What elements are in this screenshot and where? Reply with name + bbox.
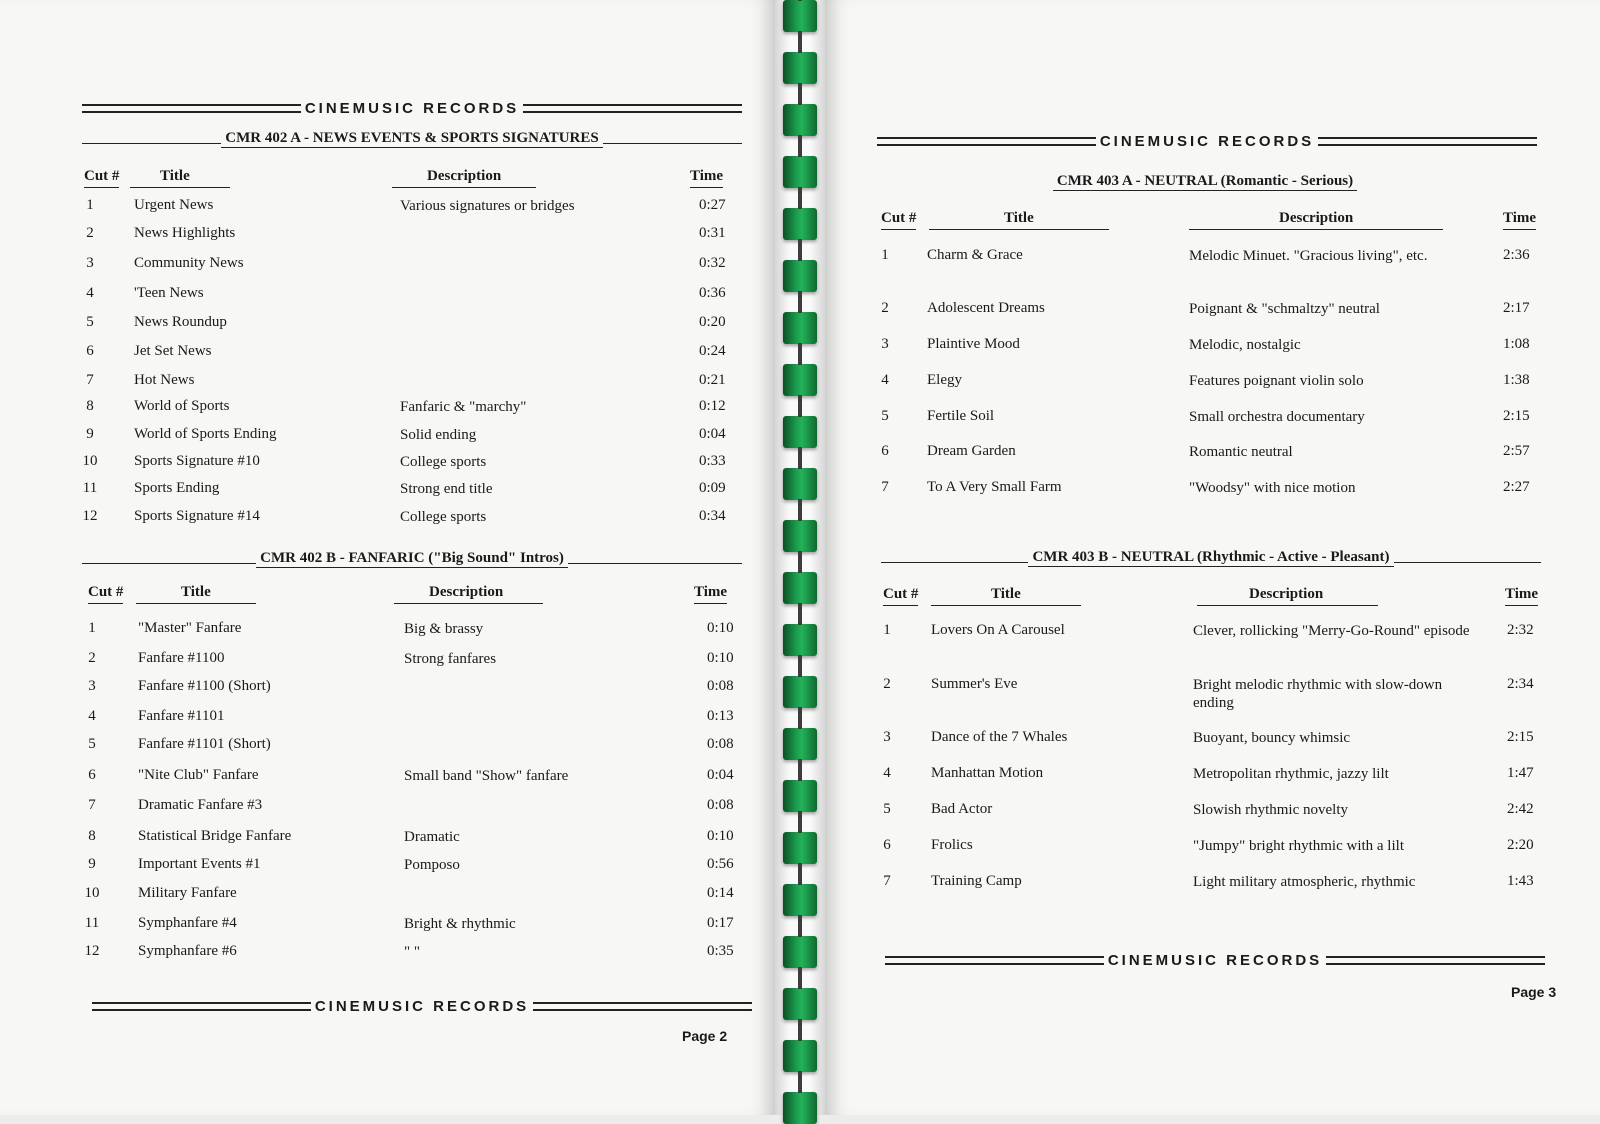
- track-title: Symphanfare #6: [138, 943, 237, 959]
- cut-number: 7: [86, 372, 94, 388]
- cut-number: 1: [86, 197, 94, 213]
- track-description: Big & brassy: [404, 621, 484, 637]
- header-time: Time: [1505, 586, 1538, 606]
- header-description: Description: [1197, 586, 1378, 606]
- track-description: Pomposo: [404, 857, 460, 873]
- cut-number: 8: [86, 398, 94, 414]
- header-cut: Cut #: [88, 584, 123, 604]
- track-row: [86, 885, 746, 915]
- cut-number: 7: [881, 479, 889, 495]
- track-time: 0:31: [699, 225, 726, 241]
- cut-number: 2: [88, 650, 96, 666]
- track-row: [86, 736, 746, 767]
- header-description: Description: [394, 584, 543, 604]
- track-time: 0:10: [707, 620, 734, 636]
- track-time: 2:27: [1503, 479, 1530, 495]
- track-description: " ": [404, 944, 420, 960]
- track-time: 0:33: [699, 453, 726, 469]
- track-title: Important Events #1: [138, 856, 261, 872]
- track-list: [86, 620, 746, 971]
- track-title: Summer's Eve: [931, 676, 1018, 692]
- track-row: [881, 676, 1541, 729]
- binding-coil: [783, 884, 817, 916]
- track-row: [881, 837, 1541, 873]
- track-list: [881, 622, 1541, 913]
- track-row: [82, 285, 742, 314]
- track-description: Melodic Minuet. "Gracious living", etc.: [1189, 248, 1428, 264]
- brand-label: CINEMUSIC RECORDS: [304, 100, 520, 117]
- binding-coil: [783, 208, 817, 240]
- cut-number: 6: [88, 767, 96, 783]
- track-row: [881, 765, 1541, 801]
- cut-number: 1: [88, 620, 96, 636]
- cut-number: 2: [86, 225, 94, 241]
- track-title: Charm & Grace: [927, 247, 1023, 263]
- binding-coil: [783, 676, 817, 708]
- cut-number: 4: [883, 765, 891, 781]
- track-row: [86, 915, 746, 943]
- track-list: [877, 247, 1537, 515]
- binding-coil: [783, 988, 817, 1020]
- track-description: "Woodsy" with nice motion: [1189, 480, 1356, 496]
- track-time: 0:12: [699, 398, 726, 414]
- cut-number: 3: [881, 336, 889, 352]
- cut-number: 10: [84, 885, 100, 901]
- cut-number: 3: [88, 678, 96, 694]
- section-title: [82, 550, 742, 568]
- track-time: 0:04: [699, 426, 726, 442]
- track-description: Strong end title: [400, 481, 493, 497]
- track-row: [82, 255, 742, 285]
- track-time: 2:42: [1507, 801, 1534, 817]
- track-time: 0:36: [699, 285, 726, 301]
- binding-coil: [783, 624, 817, 656]
- cut-number: 9: [86, 426, 94, 442]
- track-row: [82, 453, 742, 480]
- track-row: [86, 767, 746, 797]
- cut-number: 2: [883, 676, 891, 692]
- track-time: 2:20: [1507, 837, 1534, 853]
- track-row: [82, 314, 742, 343]
- track-time: 0:24: [699, 343, 726, 359]
- track-title: Plaintive Mood: [927, 336, 1020, 352]
- track-title: Manhattan Motion: [931, 765, 1044, 781]
- track-title: Dance of the 7 Whales: [931, 729, 1068, 745]
- track-row: [82, 508, 742, 536]
- track-time: 1:43: [1507, 873, 1534, 889]
- track-row: [86, 678, 746, 708]
- binding-coil: [783, 468, 817, 500]
- cut-number: 12: [82, 508, 98, 524]
- binding-coil: [783, 52, 817, 84]
- track-title: Fanfare #1100: [138, 650, 225, 666]
- track-time: 0:13: [707, 708, 734, 724]
- track-description: Buoyant, bouncy whimsic: [1193, 730, 1351, 746]
- header-description: Description: [392, 168, 536, 188]
- track-row: [877, 408, 1537, 443]
- track-row: [86, 708, 746, 736]
- cut-number: 3: [883, 729, 891, 745]
- left-page: [0, 0, 775, 1115]
- track-time: 0:20: [699, 314, 726, 330]
- track-title: Frolics: [931, 837, 973, 853]
- cut-number: 5: [86, 314, 94, 330]
- binding-coil: [783, 416, 817, 448]
- track-title: Jet Set News: [134, 343, 212, 359]
- track-description: Melodic, nostalgic: [1189, 337, 1301, 353]
- track-title: Training Camp: [931, 873, 1022, 889]
- section-title-text: CMR 403 A - NEUTRAL (Romantic - Serious): [1053, 173, 1357, 191]
- section-title: [875, 173, 1535, 191]
- track-title: Adolescent Dreams: [927, 300, 1045, 316]
- track-time: 0:17: [707, 915, 734, 931]
- track-description: Various signatures or bridges: [400, 198, 575, 214]
- track-row: [86, 828, 746, 856]
- section-title-text: CMR 402 B - FANFARIC ("Big Sound" Intros): [256, 550, 568, 568]
- track-title: Fanfare #1101 (Short): [138, 736, 271, 752]
- track-description: Slowish rhythmic novelty: [1193, 802, 1348, 818]
- track-title: Fertile Soil: [927, 408, 995, 424]
- binding-coil: [783, 0, 817, 32]
- track-row: [881, 873, 1541, 913]
- binding-coil: [783, 260, 817, 292]
- track-time: 2:15: [1507, 729, 1534, 745]
- track-description: "Jumpy" bright rhythmic with a lilt: [1193, 838, 1404, 854]
- track-time: 1:38: [1503, 372, 1530, 388]
- cut-number: 11: [84, 915, 100, 931]
- track-row: [82, 480, 742, 508]
- track-row: [877, 336, 1537, 372]
- track-time: 2:36: [1503, 247, 1530, 263]
- track-row: [82, 225, 742, 255]
- header-time: Time: [694, 584, 727, 604]
- track-title: World of Sports: [134, 398, 230, 414]
- track-title: World of Sports Ending: [134, 426, 277, 442]
- track-time: 0:21: [699, 372, 726, 388]
- footer-banner: [92, 998, 752, 1015]
- track-title: Sports Signature #14: [134, 508, 260, 524]
- track-description: Dramatic: [404, 829, 460, 845]
- binding-coil: [783, 312, 817, 344]
- track-time: 2:34: [1507, 676, 1534, 692]
- track-description: Bright & rhythmic: [404, 916, 516, 932]
- track-row: [82, 343, 742, 372]
- cut-number: 6: [883, 837, 891, 853]
- track-title: News Roundup: [134, 314, 227, 330]
- track-row: [86, 620, 746, 650]
- track-row: [877, 300, 1537, 336]
- track-time: 0:10: [707, 650, 734, 666]
- cut-number: 2: [881, 300, 889, 316]
- section-title-text: CMR 403 B - NEUTRAL (Rhythmic - Active - Pleasant): [1028, 549, 1393, 567]
- binding-coil: [783, 156, 817, 188]
- track-description: Poignant & "schmaltzy" neutral: [1189, 301, 1380, 317]
- header-title: Title: [136, 584, 256, 604]
- track-title: Dream Garden: [927, 443, 1016, 459]
- header-cut: Cut #: [84, 168, 119, 188]
- track-title: Symphanfare #4: [138, 915, 237, 931]
- header-cut: Cut #: [883, 586, 918, 606]
- binding-coil: [783, 728, 817, 760]
- section-title: [82, 130, 742, 148]
- track-description: Fanfaric & "marchy": [400, 399, 527, 415]
- track-row: [82, 197, 742, 225]
- header-time: Time: [690, 168, 723, 188]
- header-time: Time: [1503, 210, 1536, 230]
- cut-number: 4: [86, 285, 94, 301]
- track-row: [82, 398, 742, 426]
- track-time: 1:47: [1507, 765, 1534, 781]
- track-time: 2:57: [1503, 443, 1530, 459]
- track-row: [86, 650, 746, 678]
- track-title: Bad Actor: [931, 801, 993, 817]
- cut-number: 12: [84, 943, 100, 959]
- track-description: College sports: [400, 454, 487, 470]
- cut-number: 7: [88, 797, 96, 813]
- cut-number: 5: [883, 801, 891, 817]
- page-number: Page 2: [682, 1028, 728, 1044]
- track-time: 0:14: [707, 885, 734, 901]
- header-banner: [82, 100, 742, 117]
- header-description: Description: [1189, 210, 1443, 230]
- cut-number: 6: [881, 443, 889, 459]
- track-time: 0:35: [707, 943, 734, 959]
- track-row: [877, 479, 1537, 515]
- cut-number: 4: [881, 372, 889, 388]
- brand-label: CINEMUSIC RECORDS: [1107, 952, 1323, 969]
- track-title: Community News: [134, 255, 244, 271]
- track-description: Features poignant violin solo: [1189, 373, 1364, 389]
- track-title: Sports Signature #10: [134, 453, 260, 469]
- track-title: Military Fanfare: [138, 885, 237, 901]
- binding-coil: [783, 1092, 817, 1124]
- spiral-binding: [775, 0, 825, 1115]
- binding-coil: [783, 364, 817, 396]
- header-title: Title: [929, 210, 1109, 230]
- cut-number: 9: [88, 856, 96, 872]
- cut-number: 7: [883, 873, 891, 889]
- section-title-text: CMR 402 A - NEWS EVENTS & SPORTS SIGNATURES: [221, 130, 602, 148]
- track-time: 0:08: [707, 736, 734, 752]
- cut-number: 11: [82, 480, 98, 496]
- brand-label: CINEMUSIC RECORDS: [314, 998, 530, 1015]
- cut-number: 3: [86, 255, 94, 271]
- track-description: Solid ending: [400, 427, 477, 443]
- track-title: Dramatic Fanfare #3: [138, 797, 263, 813]
- track-description: College sports: [400, 509, 487, 525]
- binding-coil: [783, 936, 817, 968]
- track-row: [877, 372, 1537, 408]
- track-row: [881, 801, 1541, 837]
- track-time: 0:08: [707, 678, 734, 694]
- track-title: Elegy: [927, 372, 962, 388]
- header-cut: Cut #: [881, 210, 916, 230]
- header-title: Title: [931, 586, 1081, 606]
- cut-number: 4: [88, 708, 96, 724]
- track-time: 2:17: [1503, 300, 1530, 316]
- brand-label: CINEMUSIC RECORDS: [1099, 133, 1315, 150]
- track-title: Urgent News: [134, 197, 214, 213]
- track-description: Light military atmospheric, rhythmic: [1193, 874, 1416, 890]
- track-time: 2:15: [1503, 408, 1530, 424]
- track-row: [877, 443, 1537, 479]
- track-title: 'Teen News: [134, 285, 204, 301]
- cut-number: 8: [88, 828, 96, 844]
- cut-number: 5: [881, 408, 889, 424]
- track-row: [881, 729, 1541, 765]
- track-row: [877, 247, 1537, 300]
- track-title: "Master" Fanfare: [138, 620, 242, 636]
- track-title: News Highlights: [134, 225, 236, 241]
- section-title: [881, 549, 1541, 567]
- track-title: Fanfare #1101: [138, 708, 225, 724]
- track-time: 0:34: [699, 508, 726, 524]
- track-time: 0:56: [707, 856, 734, 872]
- track-time: 0:27: [699, 197, 726, 213]
- cut-number: 1: [881, 247, 889, 263]
- page-number: Page 3: [1511, 984, 1557, 1000]
- binding-coil: [783, 520, 817, 552]
- track-row: [82, 372, 742, 398]
- track-description: Strong fanfares: [404, 651, 497, 667]
- track-time: 0:32: [699, 255, 726, 271]
- track-time: 1:08: [1503, 336, 1530, 352]
- track-time: 0:08: [707, 797, 734, 813]
- track-time: 0:04: [707, 767, 734, 783]
- binding-coil: [783, 780, 817, 812]
- track-description: Bright melodic rhythmic with slow-down ending: [1193, 677, 1443, 711]
- track-description: Metropolitan rhythmic, jazzy lilt: [1193, 766, 1389, 782]
- track-title: Lovers On A Carousel: [931, 622, 1065, 638]
- track-time: 2:32: [1507, 622, 1534, 638]
- track-title: Fanfare #1100 (Short): [138, 678, 271, 694]
- binding-coil: [783, 1040, 817, 1072]
- header-banner: [877, 133, 1537, 150]
- right-page: [825, 0, 1600, 1115]
- track-description: Romantic neutral: [1189, 444, 1293, 460]
- cut-number: 10: [82, 453, 98, 469]
- track-description: Clever, rollicking "Merry-Go-Round" episode: [1193, 623, 1470, 639]
- track-title: Sports Ending: [134, 480, 220, 496]
- footer-banner: [885, 952, 1545, 969]
- track-time: 0:09: [699, 480, 726, 496]
- binding-coil: [783, 572, 817, 604]
- binding-coil: [783, 104, 817, 136]
- cut-number: 1: [883, 622, 891, 638]
- header-title: Title: [130, 168, 230, 188]
- track-row: [86, 943, 746, 971]
- track-row: [82, 426, 742, 453]
- track-title: "Nite Club" Fanfare: [138, 767, 259, 783]
- track-row: [881, 622, 1541, 676]
- track-title: Hot News: [134, 372, 195, 388]
- track-title: To A Very Small Farm: [927, 479, 1062, 495]
- track-list: [82, 197, 742, 536]
- cut-number: 6: [86, 343, 94, 359]
- track-title: Statistical Bridge Fanfare: [138, 828, 292, 844]
- track-time: 0:10: [707, 828, 734, 844]
- track-description: Small band "Show" fanfare: [404, 768, 569, 784]
- track-row: [86, 797, 746, 828]
- cut-number: 5: [88, 736, 96, 752]
- track-description: Small orchestra documentary: [1189, 409, 1365, 425]
- binding-coil: [783, 832, 817, 864]
- track-row: [86, 856, 746, 885]
